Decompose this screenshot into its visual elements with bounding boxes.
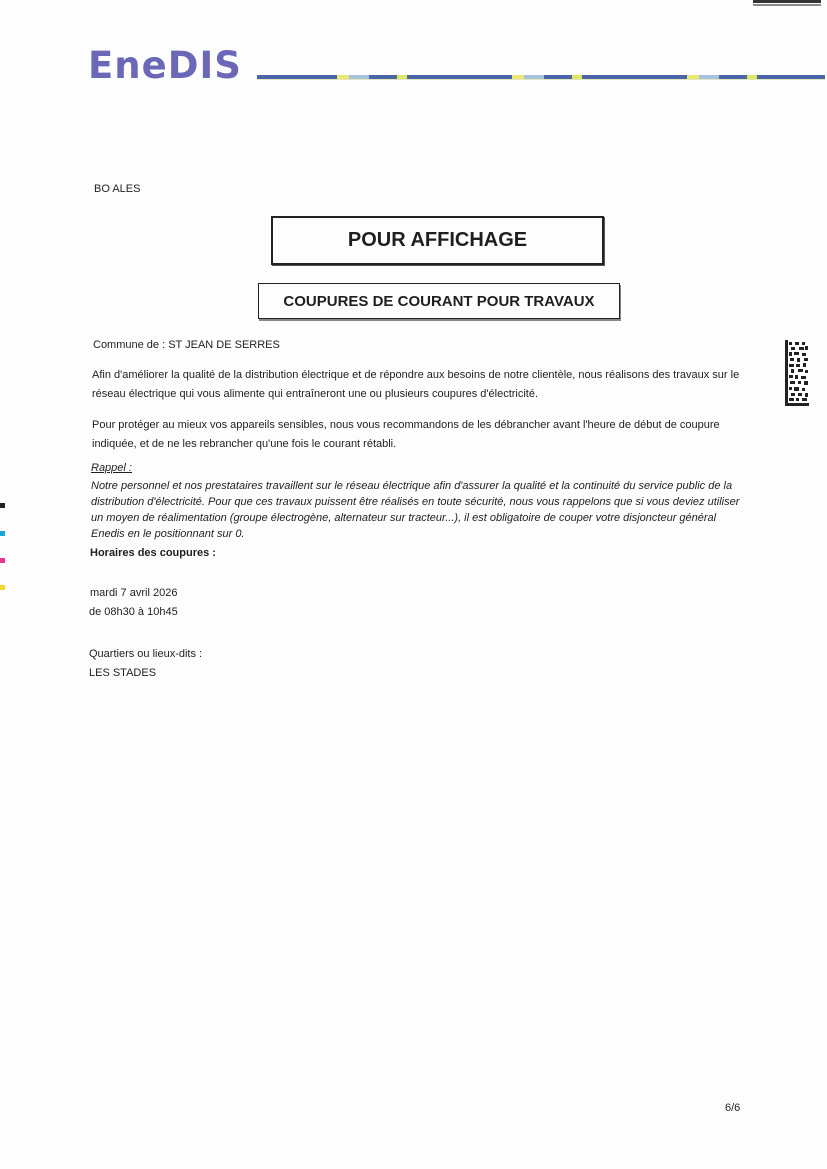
subtitle-box-title: COUPURES DE COURANT POUR TRAVAUX — [283, 292, 595, 310]
horaires-title: Horaires des coupures : — [90, 547, 216, 559]
notice-box-title: POUR AFFICHAGE — [347, 229, 528, 251]
logo-text-e: e — [141, 44, 168, 87]
rappel-text: Notre personnel et nos prestataires travaillent sur le réseau électrique afin d'assurer la qualité et la continuité du service public de la distribution d'électricité. Pour que ces travaux puissent être réalisés en toute sécurité, nous vous rappelons que si vous deviez utiliser un moyen de réalimentation (groupe électrogène, alternateur sur tracteur...), il est obligatoire de couper votre disjoncteur général Enedis en le positionnant sur 0. — [91, 480, 740, 540]
datamatrix-code-icon — [785, 340, 809, 406]
paragraph-intro: Afin d'améliorer la qualité de la distribution électrique et de répondre aux besoins de notre clientèle, nous réalisons des travaux sur le réseau électrique qui vous alimente qui entraîneront une ou plusieurs coupures d'électricité. — [92, 369, 740, 400]
quartiers-label: Quartiers ou lieux-dits : — [89, 648, 203, 660]
agency-name: BO ALES — [94, 183, 141, 195]
margin-mark-black — [0, 503, 5, 508]
scan-edge-mark-2 — [753, 4, 821, 6]
logo-text-dis: DIS — [167, 44, 242, 87]
subtitle-box — [258, 283, 620, 319]
outage-hours: de 08h30 à 10h45 — [89, 606, 178, 618]
quartiers-value: LES STADES — [89, 667, 157, 679]
page-number: 6/6 — [725, 1102, 741, 1114]
paragraph-protection: Pour protéger au mieux vos appareils sensibles, nous vous recommandons de les débrancher avant l'heure de début de coupure indiquée, et de ne les rebrancher qu'une fois le courant rétabli. — [92, 419, 720, 450]
margin-mark-cyan — [0, 531, 5, 536]
margin-mark-magenta — [0, 558, 5, 563]
logo-text-en: En — [88, 44, 142, 87]
header-dashed-line-shadow — [257, 79, 825, 80]
scan-edge-mark — [753, 0, 821, 3]
commune-line: Commune de : ST JEAN DE SERRES — [93, 339, 280, 351]
rappel-title: Rappel : — [91, 462, 132, 474]
notice-box — [271, 216, 604, 265]
outage-date: mardi 7 avril 2026 — [90, 587, 178, 599]
enedis-logo — [88, 46, 242, 86]
margin-mark-yellow — [0, 585, 5, 590]
